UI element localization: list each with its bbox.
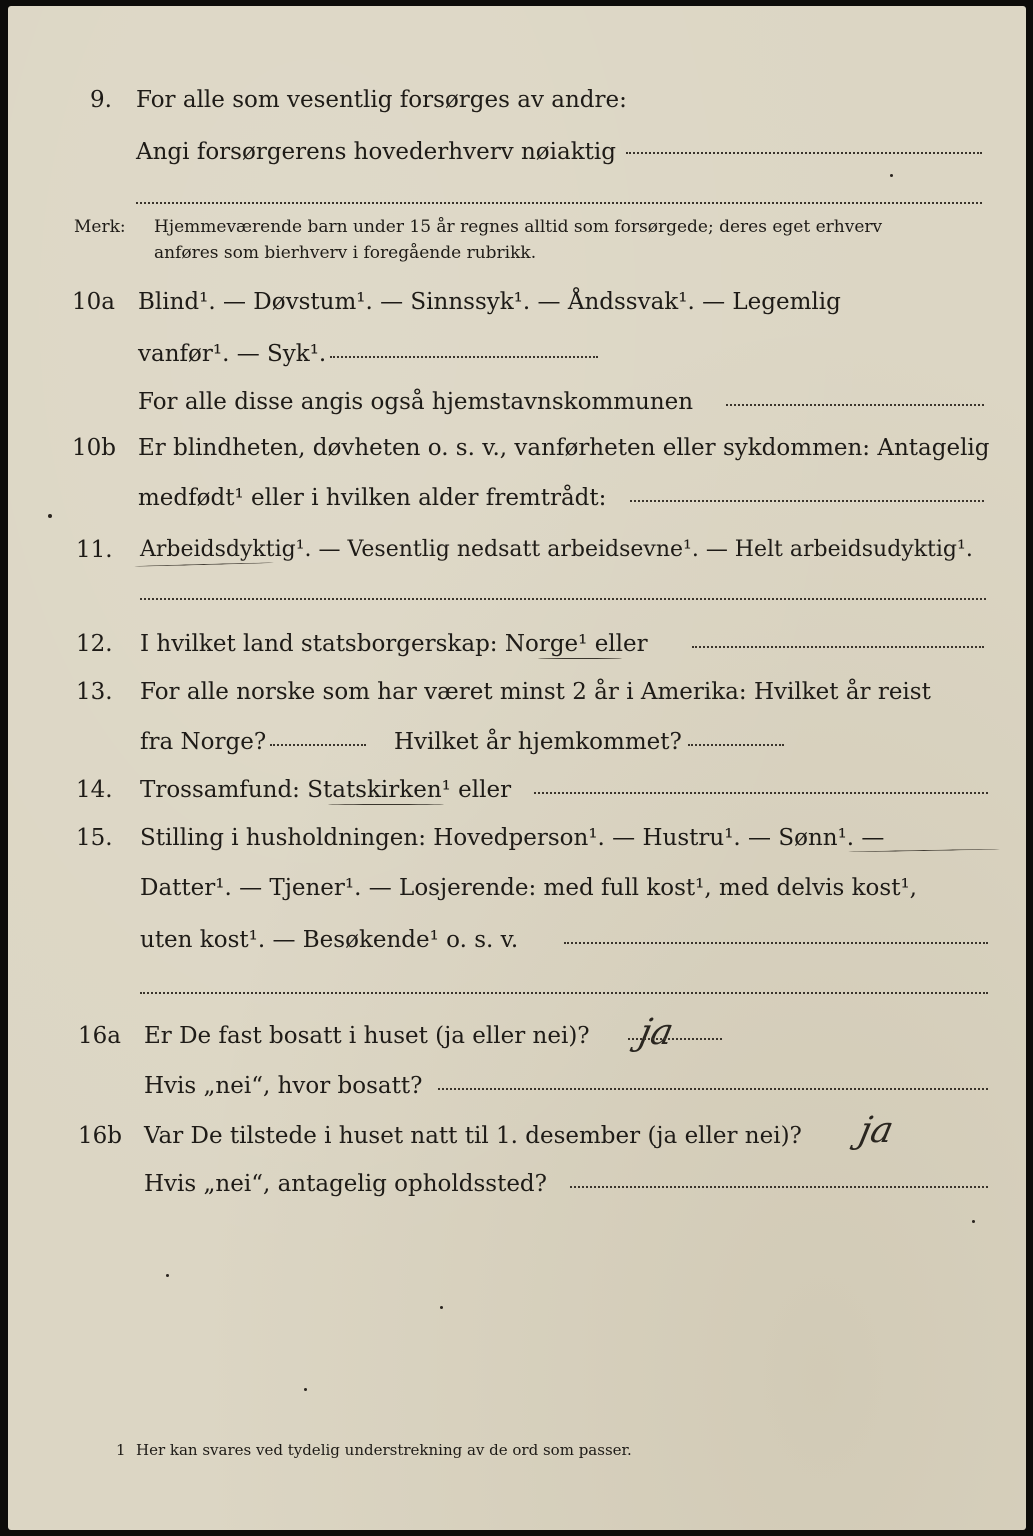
question-11-line1: Arbeidsdyktig¹. — Vesentlig nedsatt arbeidsevne¹. — Helt arbeidsudyktig¹. bbox=[140, 537, 973, 562]
question-13-line2b: Hvilket år hjemkommet? bbox=[394, 729, 682, 755]
question-10a-line1: Blind¹. — Døvstum¹. — Sinnssyk¹. — Åndssvak¹. — Legemlig bbox=[138, 289, 841, 315]
q12-answer-line bbox=[692, 646, 984, 648]
question-10a-number: 10a bbox=[72, 289, 115, 315]
ink-speck bbox=[166, 1274, 169, 1277]
question-16b-line1: Var De tilstede i huset natt til 1. desember (ja eller nei)? bbox=[144, 1123, 802, 1149]
question-16a-line1: Er De fast bosatt i huset (ja eller nei)? bbox=[144, 1023, 590, 1049]
question-10b-line1: Er blindheten, døvheten o. s. v., vanførheten eller sykdommen: Antagelig bbox=[138, 435, 990, 461]
q15-answer-line-2 bbox=[140, 992, 988, 994]
footnote-text: Her kan svares ved tydelig understrekning av de ord som passer. bbox=[136, 1441, 632, 1459]
question-9-line1: For alle som vesentlig forsørges av andre: bbox=[136, 87, 627, 113]
question-11-number: 11. bbox=[76, 537, 113, 563]
question-12-line1: I hvilket land statsborgerskap: Norge¹ eller bbox=[140, 631, 648, 657]
ink-speck bbox=[48, 514, 52, 518]
question-9-number: 9. bbox=[90, 87, 112, 113]
q16b-opholdssted-answer-line bbox=[570, 1186, 988, 1188]
question-13-number: 13. bbox=[76, 679, 113, 705]
question-16b-number: 16b bbox=[78, 1123, 122, 1149]
ink-speck bbox=[440, 1306, 443, 1309]
question-16a-number: 16a bbox=[78, 1023, 121, 1049]
question-9-line2: Angi forsørgerens hovederhverv nøiaktig bbox=[136, 139, 616, 165]
q9-answer-line bbox=[626, 152, 982, 154]
q16a-bosatt-answer-line bbox=[438, 1088, 988, 1090]
q14-answer-line bbox=[534, 792, 988, 794]
q10a-syk-answer-line bbox=[330, 356, 598, 358]
q10a-answer-line bbox=[726, 404, 984, 406]
question-12-number: 12. bbox=[76, 631, 113, 657]
q10b-answer-line bbox=[630, 500, 984, 502]
q13-hjemkommet-answer-line bbox=[688, 744, 784, 746]
question-13-line2a: fra Norge? bbox=[140, 729, 267, 755]
merk-label: Merk: bbox=[74, 217, 126, 237]
merk-line1: Hjemmeværende barn under 15 år regnes alltid som forsørgede; deres eget erhverv bbox=[154, 217, 883, 237]
question-15-line3: uten kost¹. — Besøkende¹ o. s. v. bbox=[140, 927, 519, 953]
question-16b-line2: Hvis „nei“, antagelig opholdssted? bbox=[144, 1171, 547, 1197]
norge-underline bbox=[538, 658, 622, 659]
question-15-number: 15. bbox=[76, 825, 113, 851]
question-15-line2: Datter¹. — Tjener¹. — Losjerende: med full kost¹, med delvis kost¹, bbox=[140, 875, 917, 901]
q15-answer-line bbox=[564, 942, 988, 944]
ink-speck bbox=[972, 1220, 975, 1223]
q9-answer-line-2 bbox=[136, 202, 982, 204]
question-13-line1: For alle norske som har været minst 2 år i Amerika: Hvilket år reist bbox=[140, 679, 931, 705]
question-14-number: 14. bbox=[76, 777, 113, 803]
question-10a-line3: For alle disse angis også hjemstavnskommunen bbox=[138, 389, 694, 415]
ink-speck bbox=[304, 1388, 307, 1391]
question-14-line1: Trossamfund: Statskirken¹ eller bbox=[140, 777, 512, 803]
footnote-mark: 1 bbox=[116, 1441, 126, 1459]
q13-reist-answer-line bbox=[270, 744, 366, 746]
question-16a-line2: Hvis „nei“, hvor bosatt? bbox=[144, 1073, 423, 1099]
ink-speck bbox=[890, 174, 893, 177]
question-10a-line2: vanfør¹. — Syk¹. bbox=[138, 341, 327, 367]
census-form-page bbox=[8, 6, 1026, 1530]
q16a-handwritten-answer: ja bbox=[635, 1012, 677, 1053]
question-10b-line2: medfødt¹ eller i hvilken alder fremtrådt: bbox=[138, 485, 607, 511]
question-10b-number: 10b bbox=[72, 435, 116, 461]
q16b-handwritten-answer: ja bbox=[855, 1110, 897, 1151]
q11-answer-line bbox=[140, 598, 986, 600]
question-15-line1: Stilling i husholdningen: Hovedperson¹. — Hustru¹. — Sønn¹. — bbox=[140, 825, 885, 851]
q16a-answer-line bbox=[628, 1038, 722, 1040]
merk-line2: anføres som bierhverv i foregående rubrikk. bbox=[154, 243, 537, 263]
statskirken-underline bbox=[328, 804, 444, 805]
